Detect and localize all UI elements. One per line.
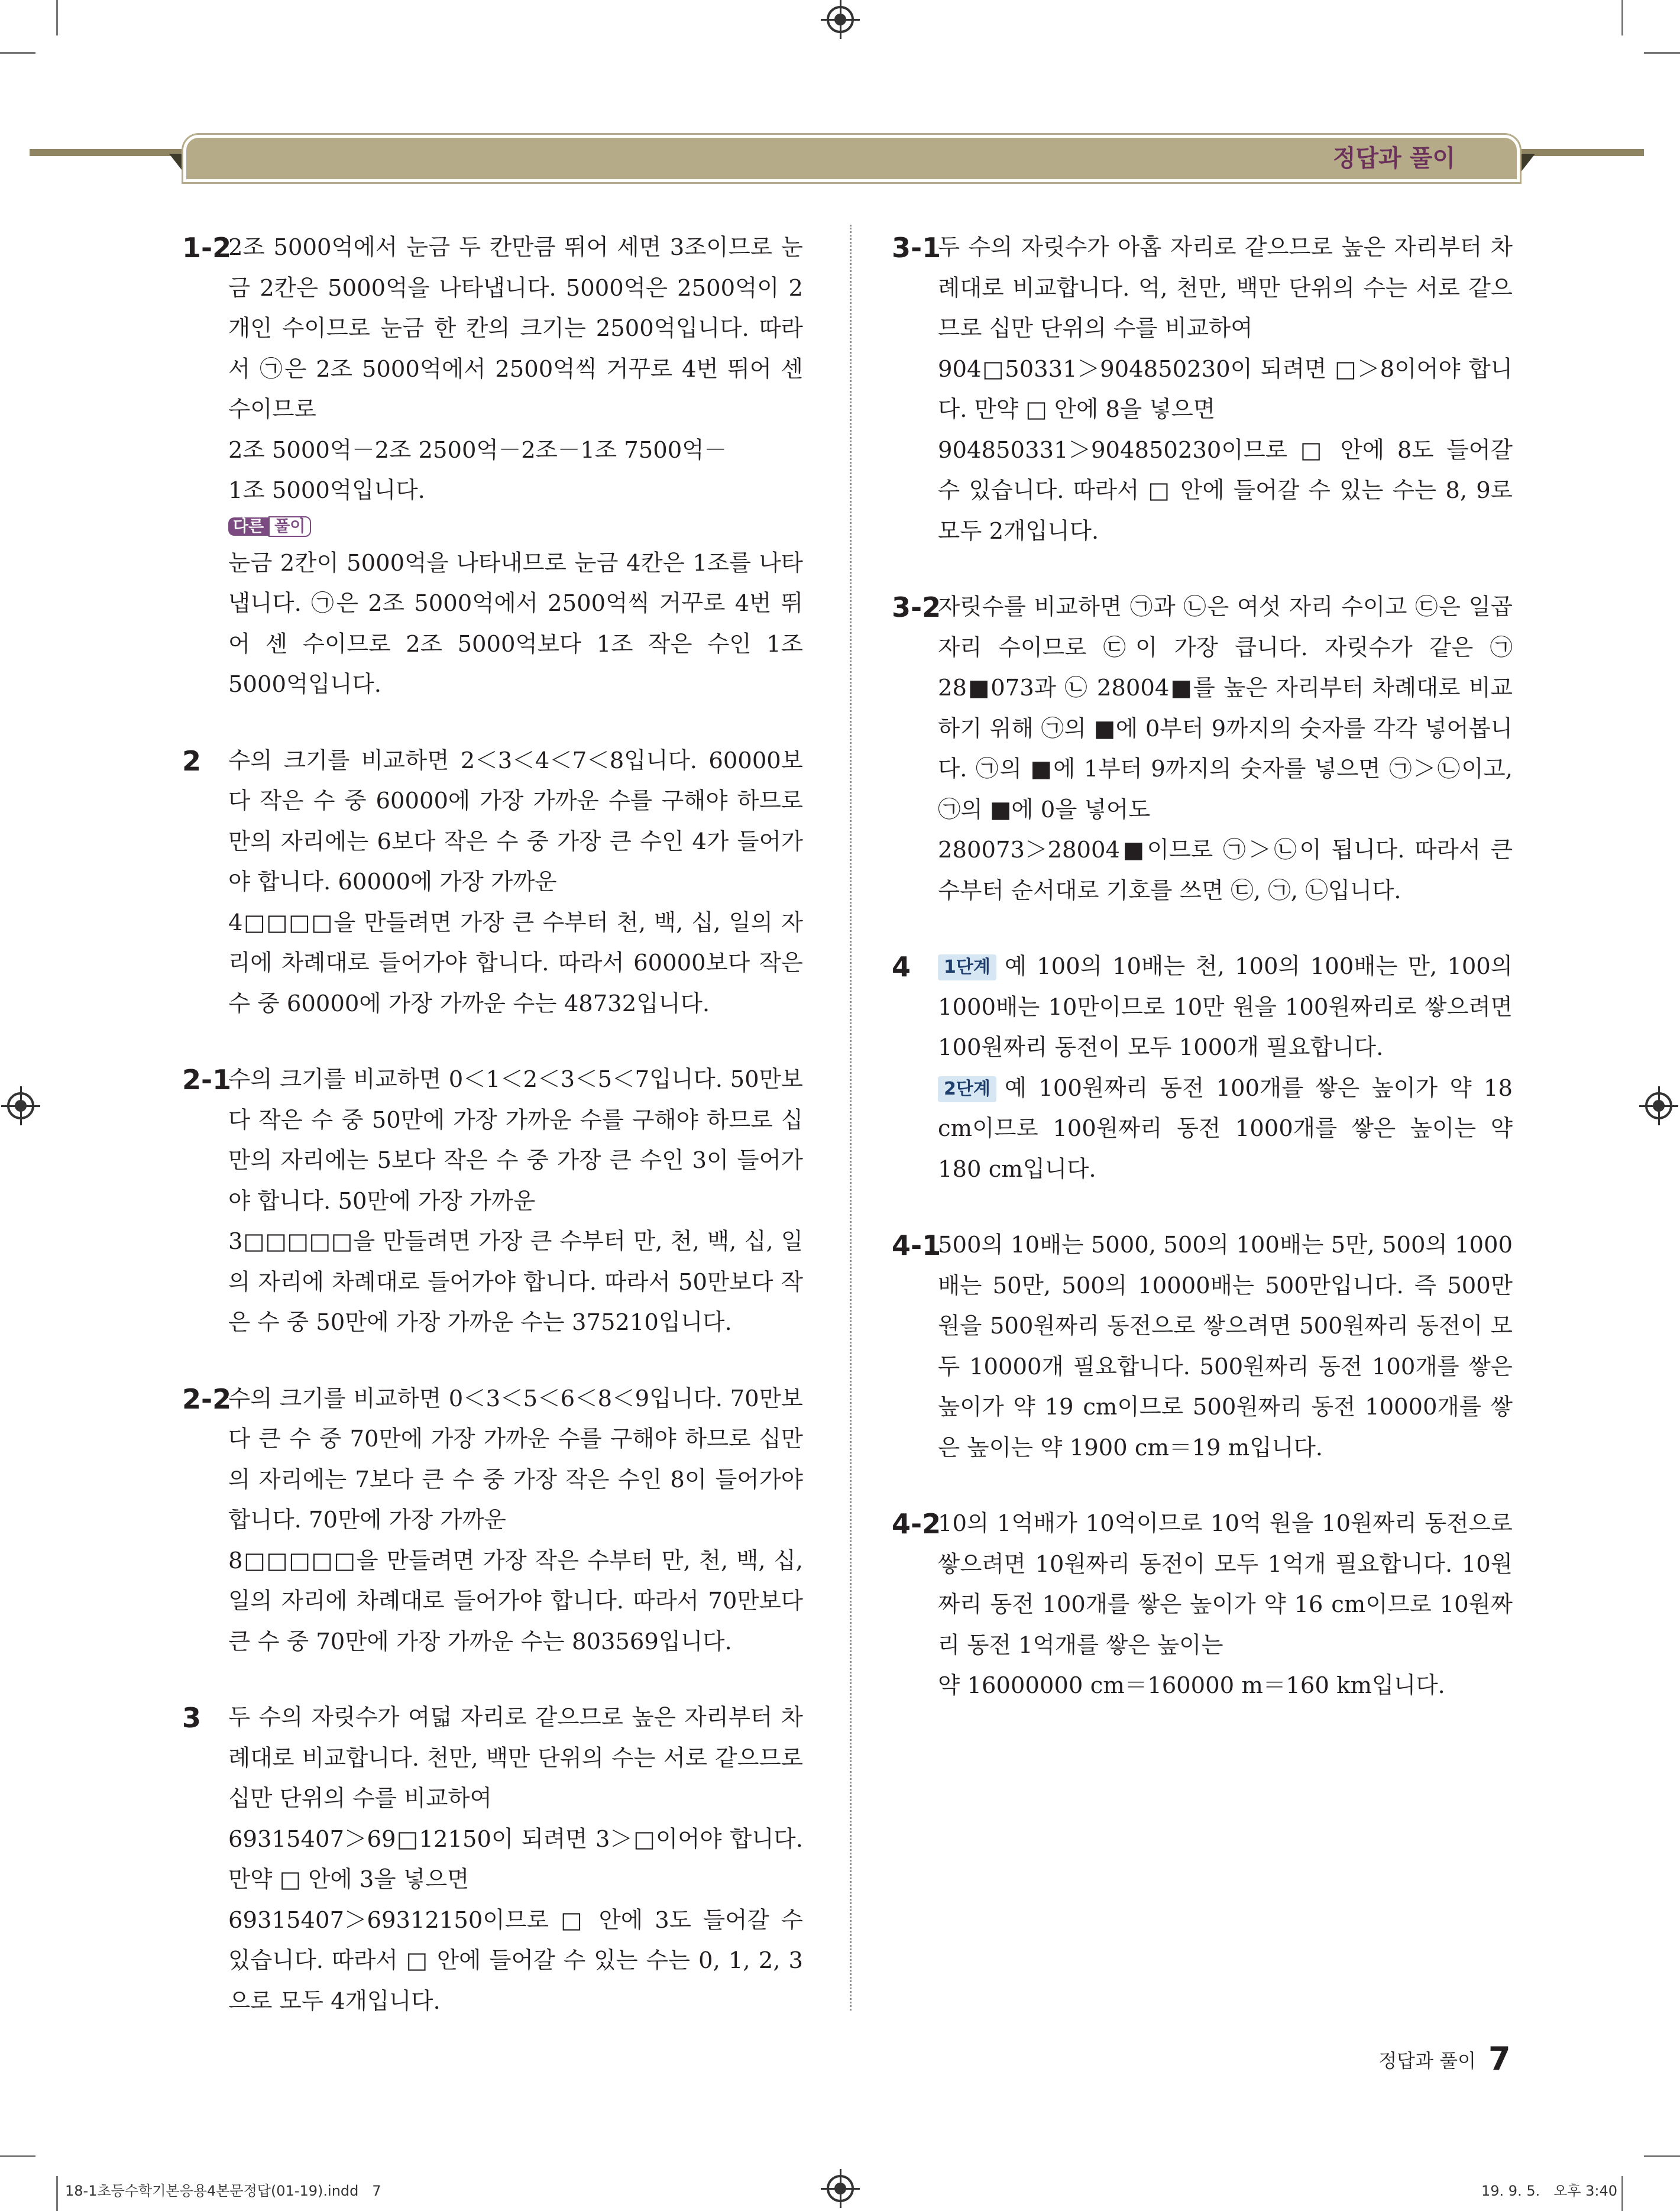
problem-solution (938, 228, 1513, 552)
problem-solution (228, 741, 803, 1025)
crop-mark-bottom-right-v (1621, 2176, 1623, 2211)
solution-paragraph: 수의 크기를 비교하면 0＜1＜2＜3＜5＜7입니다. 50만보다 작은 수 중 50만에 가장 가까운 수를 구해야 하므로 십만의 자리에는 5보다 작은 수 중 가장 큰 수인 3이 들어가야 합니다. 50만에 가장 가까운 (228, 1066, 803, 1215)
print-slug-filename: 18-1초등수학기본응용4본문정답(01-19).indd 7 (65, 2183, 381, 2199)
step-badge: 2단계 (938, 1076, 996, 1102)
problem-3-1 (892, 228, 1513, 552)
header-tab-right-fold (1519, 154, 1535, 175)
problem-solution (938, 587, 1513, 911)
problem-solution (938, 947, 1513, 1190)
solution-paragraph: 약 16000000 cm＝160000 m＝160 km입니다. (938, 1672, 1445, 1699)
problem-2-2 (182, 1379, 803, 1663)
column-divider (850, 225, 852, 2011)
step-text: 예 100원짜리 동전 100개를 쌓은 높이가 약 18 cm이므로 100원짜리 동전 1000개를 쌓은 높이는 약 180 cm입니다. (938, 1074, 1513, 1183)
crop-mark-top-right-h (1644, 52, 1680, 54)
solution-paragraph: 두 수의 자릿수가 여덟 자리로 같으므로 높은 자리부터 차례대로 비교합니다. 천만, 백만 단위의 수는 서로 같으므로 십만 단위의 수를 비교하여 (228, 1704, 803, 1812)
problem-solution (228, 228, 803, 512)
solution-paragraph: 2조 5000억－2조 2500억－2조－1조 7500억－ (228, 436, 727, 464)
alternative-solution-tag (228, 514, 311, 540)
problem-number: 3 (182, 1702, 202, 1734)
problem-4-2 (892, 1504, 1513, 1707)
step-paragraph (938, 947, 1513, 1069)
crop-mark-bottom-left-v (56, 2176, 58, 2211)
solution-paragraph: 4□□□□을 만들려면 가장 큰 수부터 천, 백, 십, 일의 자리에 차례대로 들어가야 합니다. 따라서 60000보다 작은 수 중 60000에 가장 가까운 수는 48732입니다. (228, 909, 803, 1017)
solution-paragraph: 눈금 2칸이 5000억을 나타내므로 눈금 4칸은 1조를 나타냅니다. ㉠은 2조 5000억에서 2500억씩 거꾸로 4번 뛰어 센 수이므로 2조 5000억보다 1조 작은 수인 1조 5000억입니다. (228, 549, 803, 698)
solution-paragraph: 500의 10배는 5000, 500의 100배는 5만, 500의 1000배는 50만, 500의 10000배는 500만입니다. 즉 500만 원을 500원짜리 동전으로 쌓으려면 500원짜리 동전이 모두 10000개 필요합니다. 500원짜리 동전 100개를 쌓은 높이가 약 19 cm이므로 500원짜리 동전 10000개를 쌓은 높이는 약 1900 cm＝19 m입니다. (938, 1232, 1513, 1461)
registration-mark-right (1645, 1092, 1672, 1119)
crop-mark-top-right-v (1621, 0, 1623, 35)
alternative-solution (228, 543, 803, 705)
problem-3 (182, 1698, 803, 2022)
problem-number: 2 (182, 744, 202, 777)
problem-1-2 (182, 228, 803, 705)
solution-paragraph: 수의 크기를 비교하면 0＜3＜5＜6＜8＜9입니다. 70만보다 큰 수 중 70만에 가장 가까운 수를 구해야 하므로 십만의 자리에는 7보다 큰 수 중 가장 작은 수인 8이 들어가야 합니다. 70만에 가장 가까운 (228, 1385, 803, 1533)
problem-2 (182, 741, 803, 1025)
solution-paragraph: 자릿수를 비교하면 ㉠과 ㉡은 여섯 자리 수이고 ㉢은 일곱 자리 수이므로 ㉢이 가장 큽니다. 자릿수가 같은 ㉠ 28■073과 ㉡ 28004■를 높은 자리부터 차례대로 비교하기 위해 ㉠의 ■에 0부터 9까지의 숫자를 각각 넣어봅니다. ㉠의 ■에 1부터 9까지의 숫자를 넣으면 ㉠＞㉡이고, ㉠의 ■에 0을 넣어도 (938, 594, 1513, 823)
page-number: 7 (1488, 2040, 1511, 2077)
crop-mark-top-left-v (56, 0, 58, 35)
tag-part-1: 다른 (228, 517, 268, 536)
tag-part-2: 풀이 (268, 516, 311, 537)
problem-number: 4-2 (892, 1508, 941, 1540)
problem-solution (228, 1698, 803, 2022)
footer-label: 정답과 풀이 (1378, 2050, 1476, 2072)
problem-solution (228, 1379, 803, 1663)
problem-number: 2-1 (182, 1064, 232, 1096)
problem-number: 2-2 (182, 1383, 232, 1415)
solution-paragraph: 1조 5000억입니다. (228, 477, 425, 504)
solution-paragraph: 2조 5000억에서 눈금 두 칸만큼 뛰어 세면 3조이므로 눈금 2칸은 5000억을 나타냅니다. 5000억은 2500억이 2개인 수이므로 눈금 한 칸의 크기는 2500억입니다. 따라서 ㉠은 2조 5000억에서 2500억씩 거꾸로 4번 뛰어 센 수이므로 (228, 234, 803, 423)
solution-paragraph: 904□50331＞904850230이 되려면 □＞8이어야 합니다. 만약 □ 안에 8을 넣으면 (938, 355, 1513, 423)
crop-mark-bottom-right-h (1644, 2155, 1680, 2157)
solution-paragraph: 69315407＞69312150이므로 □ 안에 3도 들어갈 수 있습니다. 따라서 □ 안에 들어갈 수 있는 수는 0, 1, 2, 3으로 모두 4개입니다. (228, 1906, 803, 2015)
solution-paragraph: 69315407＞69□12150이 되려면 3＞□이어야 합니다. 만약 □ 안에 3을 넣으면 (228, 1825, 803, 1893)
problem-3-2 (892, 587, 1513, 911)
problem-4-1 (892, 1225, 1513, 1468)
problem-number: 4 (892, 951, 911, 983)
problem-2-1 (182, 1060, 803, 1344)
step-paragraph (938, 1069, 1513, 1190)
solution-paragraph: 280073＞28004■이므로 ㉠＞㉡이 됩니다. 따라서 큰 수부터 순서대로 기호를 쓰면 ㉢, ㉠, ㉡입니다. (938, 837, 1513, 904)
header-tab (183, 135, 1520, 182)
step-badge: 1단계 (938, 954, 996, 980)
print-slug-date: 19. 9. 5. 오후 3:40 (1481, 2183, 1618, 2199)
registration-mark-top (827, 6, 854, 33)
problem-number: 4-1 (892, 1229, 941, 1261)
problem-solution (228, 1060, 803, 1344)
crop-mark-top-left-h (0, 52, 35, 54)
registration-mark-bottom (827, 2175, 854, 2202)
problem-4 (892, 947, 1513, 1190)
solution-paragraph: 904850331＞904850230이므로 □ 안에 8도 들어갈 수 있습니다. 따라서 □ 안에 들어갈 수 있는 수는 8, 9로 모두 2개입니다. (938, 436, 1513, 545)
solution-paragraph: 두 수의 자릿수가 아홉 자리로 같으므로 높은 자리부터 차례대로 비교합니다. 억, 천만, 백만 단위의 수는 서로 같으므로 십만 단위의 수를 비교하여 (938, 234, 1513, 342)
right-column (892, 228, 1513, 1742)
solution-paragraph: 수의 크기를 비교하면 2＜3＜4＜7＜8입니다. 60000보다 작은 수 중 60000에 가장 가까운 수를 구해야 하므로 만의 자리에는 6보다 작은 수 중 가장 큰 수인 4가 들어가야 합니다. 60000에 가장 가까운 (228, 747, 803, 895)
step-text: 예 100의 10배는 천, 100의 100배는 만, 100의 1000배는 10만이므로 10만 원을 100원짜리로 쌓으려면 100원짜리 동전이 모두 1000개 필요합니다. (938, 953, 1513, 1061)
solution-paragraph: 3□□□□□을 만들려면 가장 큰 수부터 만, 천, 백, 십, 일의 자리에 차례대로 들어가야 합니다. 따라서 50만보다 작은 수 중 50만에 가장 가까운 수는 375210입니다. (228, 1228, 803, 1336)
crop-mark-bottom-left-h (0, 2155, 35, 2157)
problem-solution (938, 1504, 1513, 1707)
problem-number: 3-1 (892, 232, 941, 264)
problem-solution (938, 1225, 1513, 1468)
problem-number: 3-2 (892, 591, 941, 623)
registration-mark-left (7, 1092, 34, 1119)
solution-paragraph: 8□□□□□을 만들려면 가장 작은 수부터 만, 천, 백, 십, 일의 자리에 차례대로 들어가야 합니다. 따라서 70만보다 큰 수 중 70만에 가장 가까운 수는 803569입니다. (228, 1547, 803, 1655)
left-column (182, 228, 803, 2057)
solution-paragraph: 10의 1억배가 10억이므로 10억 원을 10원짜리 동전으로 쌓으려면 10원짜리 동전이 모두 1억개 필요합니다. 10원짜리 동전 100개를 쌓은 높이가 약 16 cm이므로 10원짜리 동전 1억개를 쌓은 높이는 (938, 1510, 1513, 1659)
section-title: 정답과 풀이 (1332, 145, 1455, 172)
problem-number: 1-2 (182, 232, 232, 264)
